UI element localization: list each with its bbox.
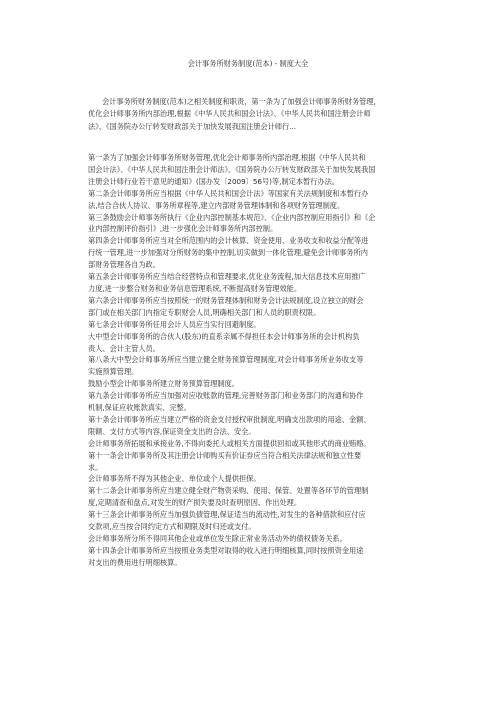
article-paragraph: 第十三条会计师事务所应当加强负债管理,保证适当的流动性,对发生的各种借款和应付应 交款项,应当按合同约定方式和期限及时归还或支付。 — [88, 510, 366, 532]
article-paragraph: 第十四条会计师事务所应当按照业务类型对取得的收入进行明细核算,同时按照资金用途 对支出的费用进行明细核算。 — [88, 545, 364, 567]
article-paragraph: 会计师事务所不得为其他企业、单位或个人提供担保。 — [88, 474, 261, 484]
article-paragraph: 鼓励小型会计师事务所建立财务预算管理制度。 — [88, 379, 239, 389]
article-paragraph: 第十条会计师事务所应当建立严格的资金支付授权审批制度,明确支出款项的用途、金额、 限额、支付方式等内容,保证资金支出的合法、安全。 — [88, 414, 371, 436]
article-paragraph: 第七条会计师事务所任用会计人员应当实行回避制度。 — [88, 319, 261, 329]
article-paragraph: 第三条鼓励会计师事务所执行《企业内部控制基本规范》、《企业内部控制应用指引》和《企 业内部控制评价指引》,进一步强化会计师事务所内部控制。 — [88, 212, 376, 234]
article-paragraph: 第四条会计师事务所应当对全所范围内的会计核算、资金使用、业务收支和收益分配等进 行统一管理,进一步加强对分所财务的集中控制,切实做到一体化管理,避免会计师事务所内 部财务管理各自为政。 — [88, 236, 369, 270]
article-paragraph: 会计师事务所分所不得同其他企业或单位发生除正常业务活动外的债权债务关系。 — [88, 534, 347, 543]
article-paragraph: 第九条会计师事务所应当加强对应收账款的管理,完善财务部门和业务部门的沟通和协作 机制,保证应收账款真实、完整。 — [88, 391, 364, 413]
article-paragraph: 第六条会计师事务所应当按照统一的财务管理体制和财务会计法规制度,设立独立的财会 部门或在相关部门内指定专职财会人员,明确相关部门和人员的职责权限。 — [88, 295, 364, 317]
article-paragraph: 第一条为了加强会计师事务所财务管理,优化会计师事务所内部治理,根据《中华人民共和 国会计法》、《中华人民共和国注册会计师法》、《国务院办公厅转发财政部关于加快发展我国 注册会计师行业若干意见的通知》(国办发〔2009〕56号)等,制定本暂行办法。 — [88, 153, 376, 186]
article-paragraph: 第八条大中型会计师事务所应当建立健全财务预算管理制度,对会计师事务所业务收支等 实施预算管理。 — [88, 355, 364, 377]
page-title: 会计事务所财务制度(范本) - 制度大全 — [187, 59, 309, 68]
document-body — [88, 152, 414, 569]
article-paragraph: 第二条会计师事务所应当根据《中华人民共和国会计法》等国家有关法规制度和本暂行办 法,结合合伙人协议、事务所章程等,建立内部财务管理体制和各项财务管理制度。 — [88, 188, 369, 210]
article-paragraph: 第十一条会计师事务所及其注册会计师购买有价证券应当符合相关法律法规和独立性要 求。 — [88, 450, 362, 472]
summary-paragraph: 会计事务所财务制度(范本)之相关制度和职责，第一条为了加强会计师事务所财务管理, 优化会计师事务所内部治理,根据《中华人民共和国会计法》、《中华人民共和国注册会计师 法》、《国务院办公厅转发财政部关于加快发展我国注册会计师行... — [88, 97, 376, 131]
article-paragraph: 会计师事务所拓展和承接业务,不得向委托人或相关方面提供回扣或其他形式的商业贿赂。 — [88, 438, 371, 448]
article-paragraph: 第十二条会计师事务所应当建立健全财产物资采购、使用、保管、处置等各环节的管理制 度,定期清查和盘点,对发生的财产损失要及时查明原因、作出处理。 — [88, 486, 369, 508]
article-paragraph: 大中型会计师事务所的合伙人(股东)的直系亲属不得担任本会计师事务所的会计机构负 责人、会计主管人员。 — [88, 331, 360, 353]
article-paragraph: 第五条会计师事务所应当结合经营特点和管理要求,优化业务流程,加大信息技术应用推广 力度,进一步整合财务和业务信息管理系统,不断提高财务管理效能。 — [88, 272, 366, 293]
